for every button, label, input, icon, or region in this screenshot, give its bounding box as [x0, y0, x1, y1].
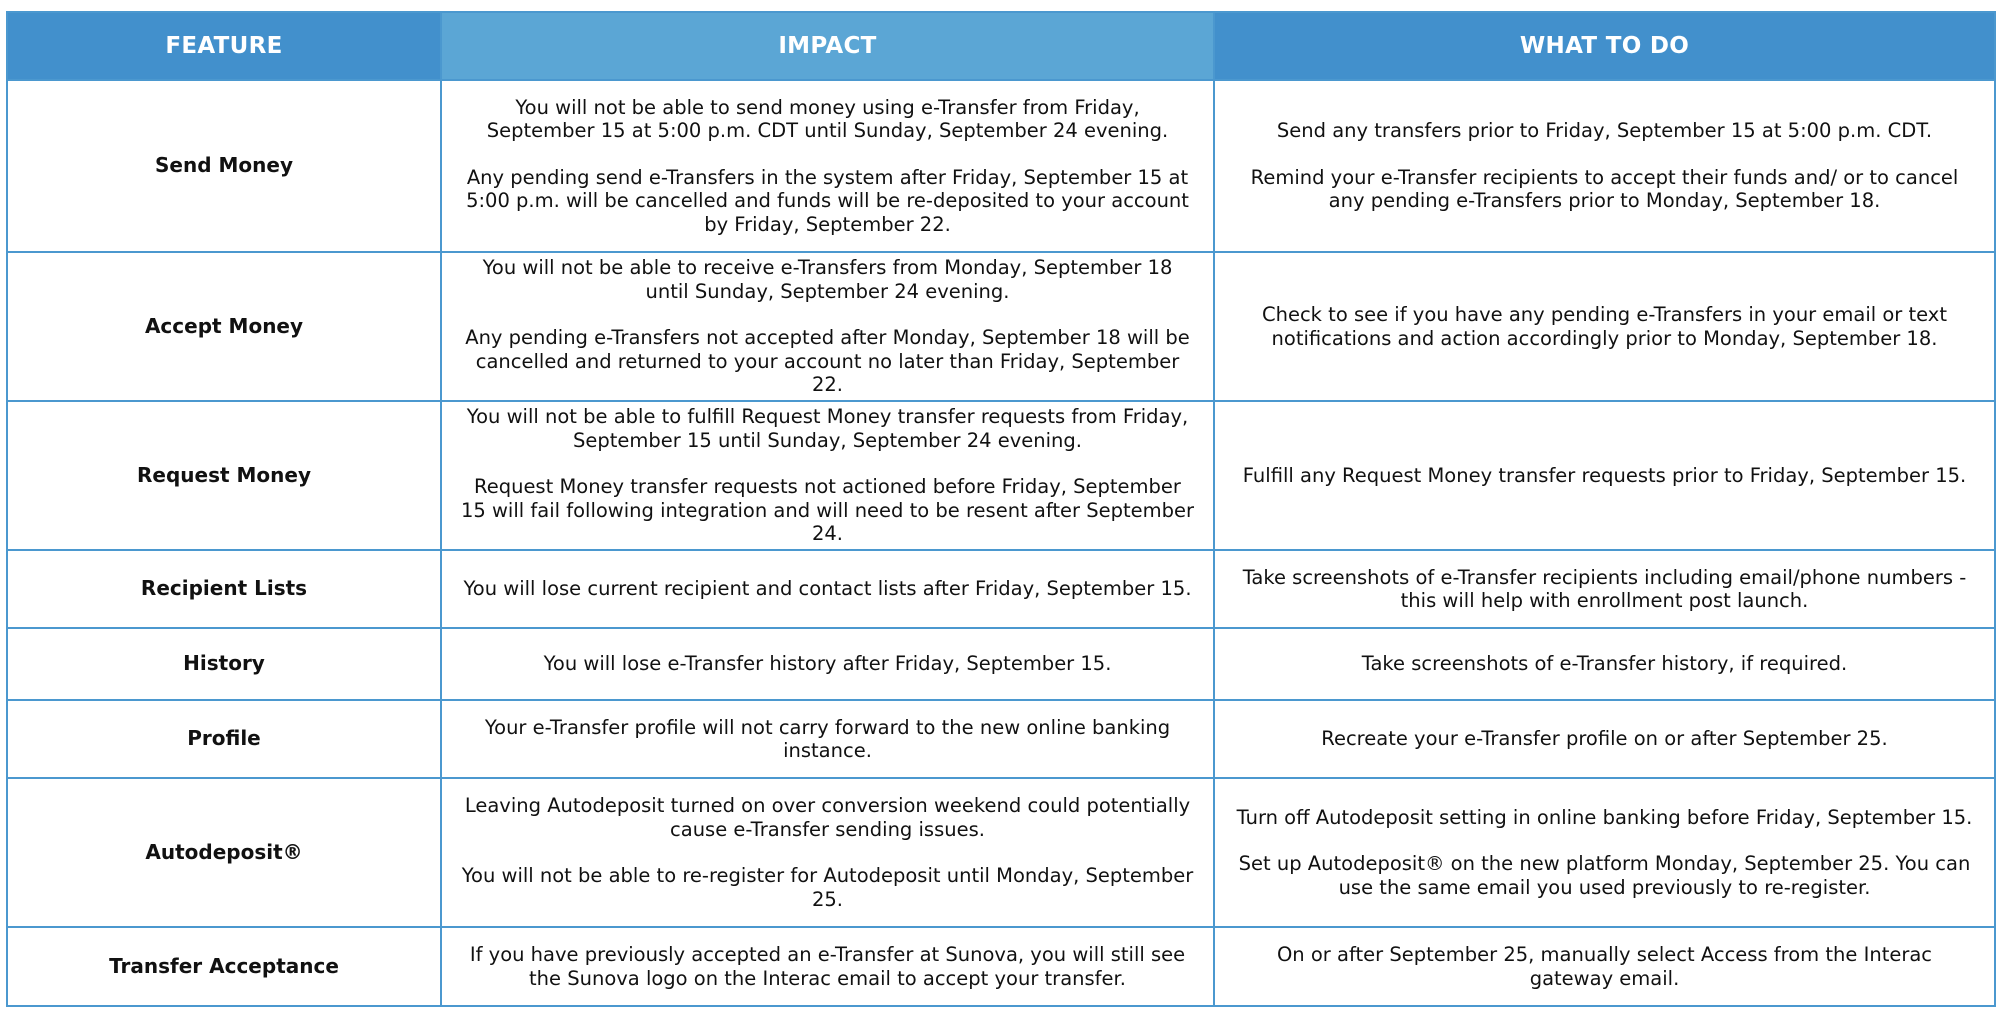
impact-text: You will not be able to re-register for Autodeposit until Monday, September 25.: [461, 864, 1194, 911]
todo-cell: [1214, 700, 1995, 778]
todo-text: On or after September 25, manually select Access from the Interac gateway email.: [1276, 943, 1933, 990]
table-row: [7, 401, 1995, 550]
todo-cell: [1214, 401, 1995, 550]
impact-cell: [441, 252, 1214, 401]
impact-cell: [441, 927, 1214, 1006]
impact-text: You will not be able to send money using e-Transfer from Friday, September 15 at 5:00 p.m. CDT until Sunday, September 24 evening.: [486, 95, 1169, 143]
feature-cell: Transfer Acceptance: [7, 927, 441, 1006]
impact-cell: [441, 550, 1214, 628]
todo-text: Fulfill any Request Money transfer requests prior to Friday, September 15.: [1242, 463, 1967, 487]
table-row: [7, 550, 1995, 628]
todo-text: Check to see if you have any pending e-Transfers in your email or text notifications and action accordingly prior to Monday, September 18.: [1261, 303, 1947, 350]
header-what-to-do: WHAT TO DO: [1214, 12, 1995, 80]
feature-cell: Recipient Lists: [7, 550, 441, 628]
impact-text: Leaving Autodeposit turned on over conversion weekend could potentially cause e-Transfer sending issues.: [464, 794, 1191, 841]
table-row: [7, 80, 1995, 252]
etransfer-feature-table: [6, 11, 1996, 1007]
table-row: [7, 927, 1995, 1006]
etransfer-feature-table-container: [6, 11, 1994, 1007]
header-impact: IMPACT: [441, 12, 1214, 80]
impact-text: If you have previously accepted an e-Transfer at Sunova, you will still see the Sunova logo on the Interac email to accept your transfer.: [469, 943, 1186, 990]
impact-text: You will lose current recipient and contact lists after Friday, September 15.: [463, 577, 1192, 601]
table-header-row: [7, 12, 1995, 80]
impact-text: Request Money transfer requests not actioned before Friday, September 15 will fail following integration and will need to be resent after September 24.: [460, 475, 1195, 546]
todo-text: Set up Autodeposit® on the new platform Monday, September 25. You can use the same email you used previously to re-register.: [1238, 852, 1971, 899]
todo-cell: [1214, 80, 1995, 252]
feature-cell: Accept Money: [7, 252, 441, 401]
impact-text: You will lose e-Transfer history after Friday, September 15.: [543, 652, 1112, 676]
todo-cell: [1214, 252, 1995, 401]
todo-text: Turn off Autodeposit setting in online banking before Friday, September 15.: [1236, 805, 1973, 829]
todo-cell: [1214, 778, 1995, 927]
impact-cell: [441, 628, 1214, 700]
feature-cell: History: [7, 628, 441, 700]
feature-cell: Autodeposit®: [7, 778, 441, 927]
todo-cell: [1214, 628, 1995, 700]
impact-cell: [441, 778, 1214, 927]
table-row: [7, 700, 1995, 778]
header-feature: FEATURE: [7, 12, 441, 80]
impact-cell: [441, 401, 1214, 550]
todo-cell: [1214, 550, 1995, 628]
todo-text: Send any transfers prior to Friday, September 15 at 5:00 p.m. CDT.: [1276, 119, 1933, 143]
impact-cell: [441, 700, 1214, 778]
impact-text: Any pending send e-Transfers in the system after Friday, September 15 at 5:00 p.m. will be cancelled and funds will be re-deposited to your account by Friday, September 22.: [466, 165, 1189, 236]
todo-text: Remind your e-Transfer recipients to accept their funds and/ or to cancel any pending e-Transfers prior to Monday, September 18.: [1250, 165, 1959, 213]
impact-text: You will not be able to receive e-Transfers from Monday, September 18 until Sunday, September 24 evening.: [482, 256, 1173, 303]
impact-text: Your e-Transfer profile will not carry forward to the new online banking instance.: [484, 715, 1171, 762]
impact-cell: [441, 80, 1214, 252]
todo-text: Recreate your e-Transfer profile on or after September 25.: [1321, 727, 1888, 751]
feature-cell: Request Money: [7, 401, 441, 550]
todo-text: Take screenshots of e-Transfer history, if required.: [1361, 652, 1848, 676]
feature-cell: Profile: [7, 700, 441, 778]
table-row: [7, 778, 1995, 927]
table-row: [7, 252, 1995, 401]
todo-cell: [1214, 927, 1995, 1006]
impact-text: You will not be able to fulfill Request Money transfer requests from Friday, September 15 until Sunday, September 24 evening.: [466, 405, 1189, 452]
feature-cell: Send Money: [7, 80, 441, 252]
impact-text: Any pending e-Transfers not accepted after Monday, September 18 will be cancelled and returned to your account no later than Friday, September 22.: [465, 326, 1190, 397]
todo-text: Take screenshots of e-Transfer recipients including email/phone numbers - this will help with enrollment post launch.: [1242, 565, 1967, 612]
table-row: [7, 628, 1995, 700]
